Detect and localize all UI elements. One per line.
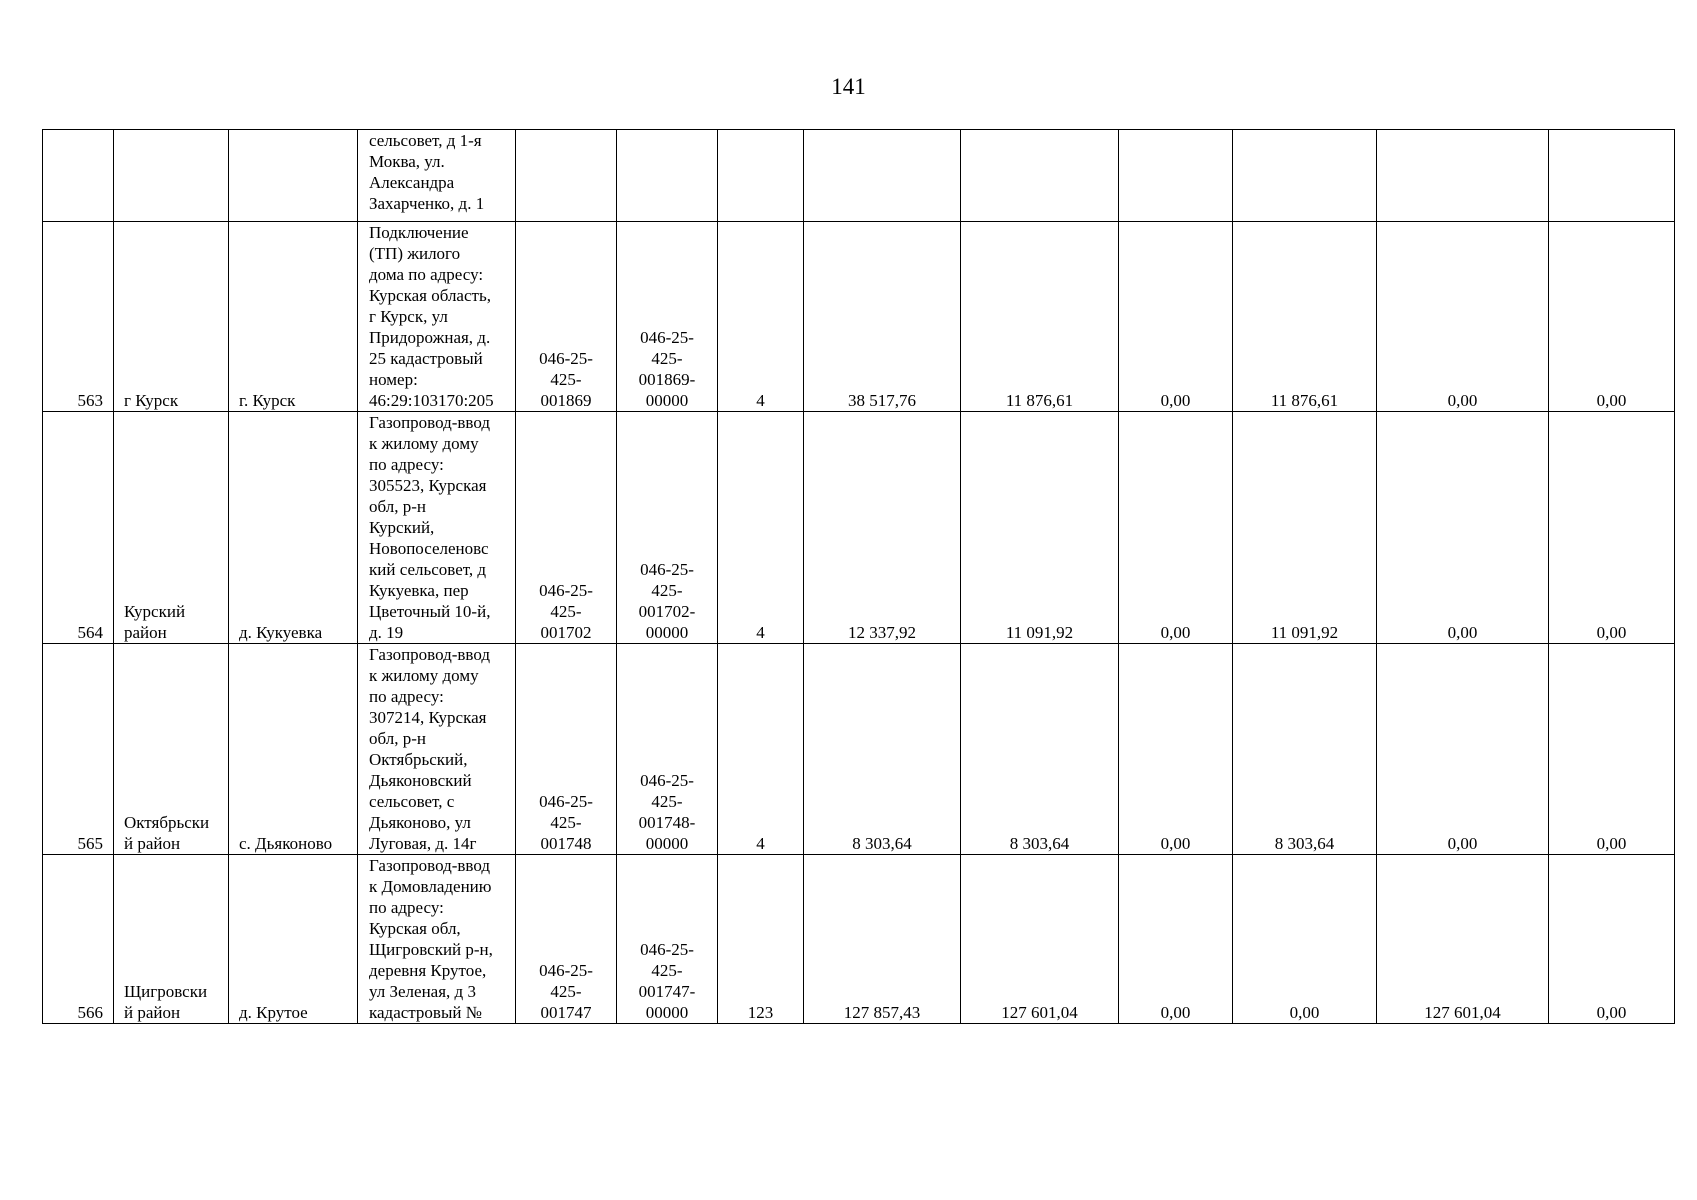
page-number: 141 — [831, 74, 866, 99]
cell-row-number: 565 — [43, 644, 114, 855]
cell-value — [1377, 130, 1549, 222]
cell-locality: с. Дьяконово — [229, 644, 358, 855]
cell-subcode: 046-25- 425- 001702- 00000 — [617, 412, 718, 644]
cell-count: 4 — [718, 412, 804, 644]
cell-value: 11 091,92 — [1233, 412, 1377, 644]
cell-subcode — [617, 130, 718, 222]
cell-code: 046-25- 425- 001702 — [516, 412, 617, 644]
cell-value: 0,00 — [1377, 644, 1549, 855]
cell-total: 38 517,76 — [804, 222, 961, 412]
cell-description: Газопровод-ввод к жилому дому по адресу: 307214, Курская обл, р-н Октябрьский, Дьяконовский сельсовет, с Дьяконово, ул Луговая, д. 14г — [358, 644, 516, 855]
cell-district: Курский район — [114, 412, 229, 644]
cell-count — [718, 130, 804, 222]
cell-code — [516, 130, 617, 222]
cell-description: Газопровод-ввод к жилому дому по адресу: 305523, Курская обл, р-н Курский, Новопоселеновс кий сельсовет, д Кукуевка, пер Цветочный 10-й, д. 19 — [358, 412, 516, 644]
cell-count: 4 — [718, 644, 804, 855]
cell-code: 046-25- 425- 001748 — [516, 644, 617, 855]
cell-value: 0,00 — [1119, 222, 1233, 412]
cell-count: 123 — [718, 855, 804, 1024]
cell-value: 11 876,61 — [1233, 222, 1377, 412]
cell-value: 0,00 — [1377, 222, 1549, 412]
cell-description: Подключение (ТП) жилого дома по адресу: Курская область, г Курск, ул Придорожная, д. 25 кадастровый номер: 46:29:103170:205 — [358, 222, 516, 412]
cell-value: 0,00 — [1549, 644, 1675, 855]
cell-value: 0,00 — [1233, 855, 1377, 1024]
cell-total: 12 337,92 — [804, 412, 961, 644]
cell-row-number: 564 — [43, 412, 114, 644]
cell-value: 0,00 — [1119, 855, 1233, 1024]
cell-district: Октябрьски й район — [114, 644, 229, 855]
table-row — [43, 644, 1675, 855]
table-row — [43, 222, 1675, 412]
cell-district: г Курск — [114, 222, 229, 412]
cell-locality: г. Курск — [229, 222, 358, 412]
cell-value: 0,00 — [1119, 412, 1233, 644]
cell-total: 127 857,43 — [804, 855, 961, 1024]
cell-total: 8 303,64 — [804, 644, 961, 855]
cell-locality — [229, 130, 358, 222]
cell-value: 0,00 — [1549, 222, 1675, 412]
cell-value — [961, 130, 1119, 222]
cell-value: 11 876,61 — [961, 222, 1119, 412]
cell-description: Газопровод-ввод к Домовладению по адресу: Курская обл, Щигровский р-н, деревня Крутое, ул Зеленая, д 3 кадастровый № — [358, 855, 516, 1024]
cell-value — [1549, 130, 1675, 222]
cell-district — [114, 130, 229, 222]
cell-value: 8 303,64 — [961, 644, 1119, 855]
cell-value: 127 601,04 — [1377, 855, 1549, 1024]
cell-value: 0,00 — [1549, 855, 1675, 1024]
cell-value: 0,00 — [1377, 412, 1549, 644]
cell-locality: д. Крутое — [229, 855, 358, 1024]
cell-subcode: 046-25- 425- 001869- 00000 — [617, 222, 718, 412]
data-table — [42, 129, 1675, 1024]
cell-value — [1233, 130, 1377, 222]
cell-locality: д. Кукуевка — [229, 412, 358, 644]
cell-subcode: 046-25- 425- 001748- 00000 — [617, 644, 718, 855]
table-row — [43, 130, 1675, 222]
cell-count: 4 — [718, 222, 804, 412]
cell-description: сельсовет, д 1-я Моква, ул. Александра Захарченко, д. 1 — [358, 130, 516, 222]
cell-row-number — [43, 130, 114, 222]
cell-value — [1119, 130, 1233, 222]
cell-value: 0,00 — [1549, 412, 1675, 644]
cell-row-number: 566 — [43, 855, 114, 1024]
cell-code: 046-25- 425- 001869 — [516, 222, 617, 412]
table-row — [43, 412, 1675, 644]
cell-district: Щигровски й район — [114, 855, 229, 1024]
cell-total — [804, 130, 961, 222]
cell-row-number: 563 — [43, 222, 114, 412]
cell-code: 046-25- 425- 001747 — [516, 855, 617, 1024]
cell-subcode: 046-25- 425- 001747- 00000 — [617, 855, 718, 1024]
table-row — [43, 855, 1675, 1024]
cell-value: 0,00 — [1119, 644, 1233, 855]
cell-value: 127 601,04 — [961, 855, 1119, 1024]
cell-value: 8 303,64 — [1233, 644, 1377, 855]
cell-value: 11 091,92 — [961, 412, 1119, 644]
